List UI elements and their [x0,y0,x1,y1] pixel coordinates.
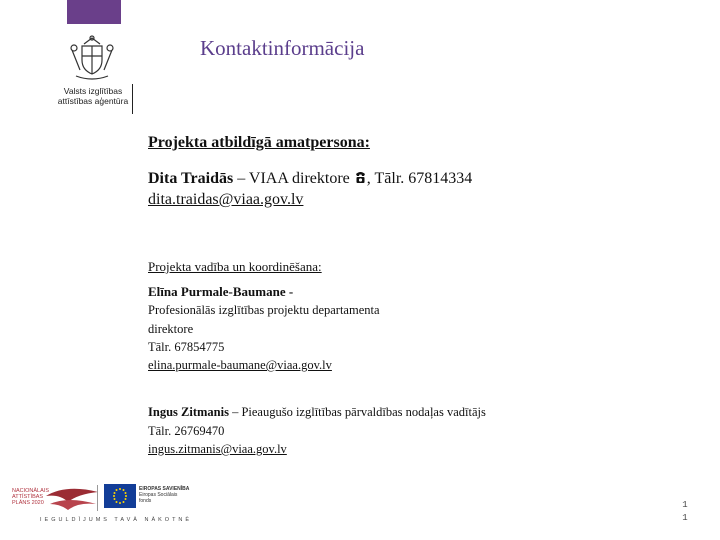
email-link-traidas[interactable]: dita.traidas@viaa.gov.lv [148,191,304,208]
eu-line1: EIROPAS SAVIENĪBA [139,486,190,492]
contact-name: Ingus Zitmanis [148,405,229,419]
contact-role-line2: direktore [148,322,194,336]
national-plan-line2: ATTĪSTĪBAS [12,494,44,500]
eu-line2: Eiropas Sociālais [139,492,178,498]
contact-phone-purmale: Tālr. 67854775 [148,340,225,354]
contact-phone-zitmanis: Tālr. 26769470 [148,424,225,438]
page-number [680,499,690,525]
contact-role-line1: Profesionālās izglītības projektu departamenta [148,303,380,317]
national-plan-line1: NACIONĀLAIS [12,488,49,494]
contact-role: – Pieaugušo izglītības pārvaldības nodaļas vadītājs [228,405,486,419]
national-plan-text [12,488,52,506]
section-heading-responsible: Projekta atbildīgā amatpersona: [148,134,370,151]
contact-name-purmale: Elīna Purmale-Baumane - [148,284,294,299]
eu-fund-text [139,486,194,504]
coat-of-arms-icon [66,30,118,82]
page-title: Kontaktinformācija [200,36,365,60]
agency-name-line1: Valsts izglītības [63,86,123,96]
eu-line3: fonds [139,498,152,504]
header-divider [132,84,133,114]
email-link-purmale[interactable]: elina.purmale-baumane@viaa.gov.lv [148,358,332,372]
national-plan-line3: PLĀNS 2020 [12,500,44,506]
contact-name: Dita Traidās [148,170,234,187]
header-accent-bar [67,0,121,24]
page-number-digit1: 1 [682,500,688,510]
eu-flag-icon [104,484,136,508]
phone-icon [354,170,367,184]
footer-slogan: IEGULDĪJUMS TAVĀ NĀKOTNĒ [40,517,193,523]
contact-line-traidas [148,170,472,188]
contact-phone: , Tālr. 67814334 [366,170,473,187]
page-number-digit2: 1 [682,513,688,523]
email-link-zitmanis[interactable]: ingus.zitmanis@viaa.gov.lv [148,442,287,456]
footer-divider [97,485,98,511]
contact-role: – VIAA direktore [233,170,354,187]
agency-name-line2: attīstības aģentūra [57,96,129,106]
section-heading-coordination: Projekta vadība un koordinēšana: [148,259,322,274]
contact-line-zitmanis [148,405,486,420]
agency-name [50,86,136,106]
